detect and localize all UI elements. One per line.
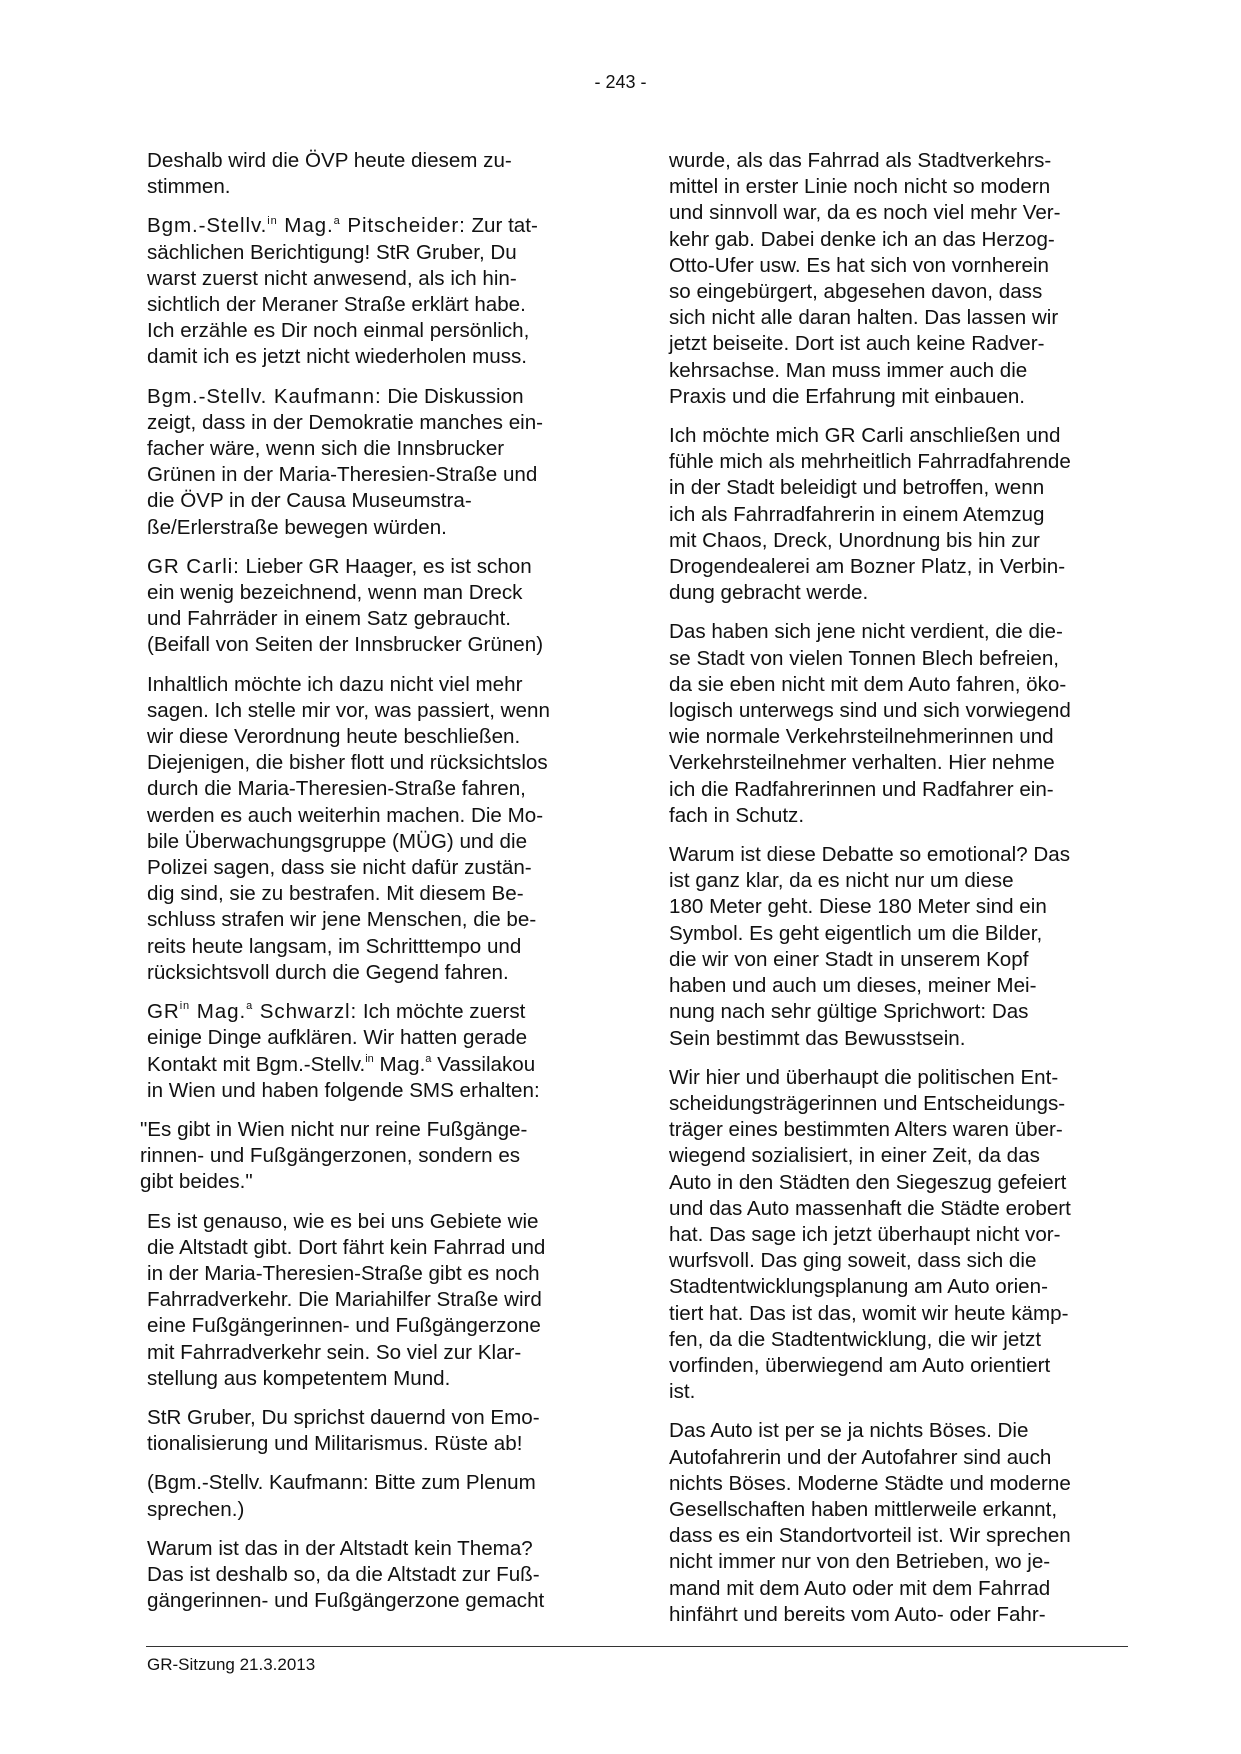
text-line: Das haben sich jene nicht verdient, die die-	[669, 620, 1063, 644]
text-line: ße/Erlerstraße bewegen würden.	[147, 515, 447, 539]
text-line: Warum ist diese Debatte so emotional? Das	[669, 843, 1070, 867]
text-line: die Altstadt gibt. Dort fährt kein Fahrrad und	[147, 1235, 546, 1259]
text-line: gibt beides."	[140, 1170, 253, 1194]
text-line: Bgm.-Stellv.$^{in}$ Mag.$^a$ Pitscheider: Zur tat-	[147, 214, 538, 238]
speaker-name: Bgm.-Stellv. Kaufmann:	[147, 384, 382, 408]
text-line: 180 Meter geht. Diese 180 Meter sind ein	[669, 895, 1047, 919]
text-line: dung gebracht werde.	[669, 581, 869, 605]
text-line: "Es gibt in Wien nicht nur reine Fußgänge-	[140, 1117, 528, 1141]
text-line: Es ist genauso, wie es bei uns Gebiete wie	[147, 1209, 539, 1233]
text-line: Otto-Ufer usw. Es hat sich von vornherein	[669, 253, 1050, 277]
text-line: nung nach sehr gültige Sprichwort: Das	[669, 1000, 1029, 1024]
text-line: damit ich es jetzt nicht wiederholen muss.	[147, 345, 528, 369]
text-line: und Fahrräder in einem Satz gebraucht.	[147, 607, 512, 631]
text-line: Deshalb wird die ÖVP heute diesem zu-	[147, 149, 512, 172]
paragraph	[669, 842, 1129, 1052]
text-line: logisch unterwegs sind und sich vorwiegend	[669, 699, 1071, 723]
text-line: eine Fußgängerinnen- und Fußgängerzone	[147, 1314, 541, 1338]
superscript: a	[425, 1052, 432, 1065]
footer-session-date: GR-Sitzung 21.3.2013	[147, 1655, 316, 1674]
text-line: Kontakt mit Bgm.-Stellv.$^{in}$ Mag.$^a$ Vassilakou	[147, 1052, 536, 1076]
text-line: in der Stadt beleidigt und betroffen, wenn	[669, 476, 1045, 500]
text-line: reits heute langsam, im Schritttempo und	[147, 934, 522, 958]
text-line: Ich erzähle es Dir noch einmal persönlich,	[147, 319, 530, 343]
text-line: rinnen- und Fußgängerzonen, sondern es	[140, 1144, 521, 1168]
text-line: Diejenigen, die bisher flott und rücksichtslos	[147, 751, 548, 775]
text-line: Grünen in der Maria-Theresien-Straße und	[147, 463, 538, 487]
text-line: nicht immer nur von den Betrieben, wo je-	[669, 1550, 1051, 1574]
text-line: tionalisierung und Militarismus. Rüste ab!	[147, 1432, 523, 1456]
paragraph	[147, 1405, 607, 1457]
text-line: mit Chaos, Dreck, Unordnung bis hin zur	[669, 528, 1040, 552]
text-line: bile Überwachungsgruppe (MÜG) und die	[147, 829, 528, 853]
paragraph	[669, 1418, 1129, 1628]
speaker-name: GR Carli:	[147, 554, 240, 578]
text-line: Bgm.-Stellv. Kaufmann: Die Diskussion	[147, 384, 524, 408]
text-line: Gesellschaften haben mittlerweile erkannt,	[669, 1497, 1058, 1521]
speaker-paragraph	[147, 554, 607, 659]
text-line: wurde, als das Fahrrad als Stadtverkehrs-	[669, 149, 1052, 172]
text-line: ein wenig bezeichnend, wenn man Dreck	[147, 581, 523, 605]
text-line: mittel in erster Linie noch nicht so modern	[669, 175, 1051, 199]
text-line: Sein bestimmt das Bewusstsein.	[669, 1026, 966, 1050]
speaker-name: Bgm.-Stellv.$^{in}$ Mag.$^a$ Pitscheider:	[147, 214, 466, 238]
text-line: ist ganz klar, da es nicht nur um diese	[669, 869, 1014, 893]
text-line: Drogendealerei am Bozner Platz, in Verbin-	[669, 555, 1066, 579]
text-line: einige Dinge aufklären. Wir hatten gerade	[147, 1026, 528, 1050]
text-line: fach in Schutz.	[669, 803, 805, 827]
text-line: wurfsvoll. Das ging soweit, dass sich die	[669, 1249, 1037, 1273]
text-line: Inhaltlich möchte ich dazu nicht viel mehr	[147, 672, 523, 696]
paragraph	[669, 148, 1129, 410]
text-line: Praxis und die Erfahrung mit einbauen.	[669, 384, 1026, 408]
text-line: scheidungsträgerinnen und Entscheidungs-	[669, 1091, 1066, 1115]
quote-paragraph	[140, 1117, 607, 1196]
text-line: vorfinden, überwiegend am Auto orientiert	[669, 1353, 1051, 1377]
footer-divider	[146, 1646, 1128, 1647]
text-line: stimmen.	[147, 175, 231, 199]
text-line: und das Auto massenhaft die Städte erobert	[669, 1196, 1071, 1220]
text-line: durch die Maria-Theresien-Straße fahren,	[147, 777, 526, 801]
text-line: Ich möchte mich GR Carli anschließen und	[669, 424, 1061, 448]
superscript: in	[179, 1000, 191, 1013]
text-line: in der Maria-Theresien-Straße gibt es noch	[147, 1261, 540, 1285]
text-line: wie normale Verkehrsteilnehmerinnen und	[669, 725, 1054, 749]
text-line: wiegend sozialisiert, in einer Zeit, da das	[669, 1144, 1040, 1168]
text-line: dig sind, sie zu bestrafen. Mit diesem Be-	[147, 882, 524, 906]
speaker-paragraph	[147, 213, 607, 370]
text-line: Das Auto ist per se ja nichts Böses. Die	[669, 1419, 1029, 1443]
speaker-paragraph	[147, 999, 607, 1104]
text-line: tiert hat. Das ist das, womit wir heute kämp-	[669, 1301, 1069, 1325]
text-line: ich als Fahrradfahrerin in einem Atemzug	[669, 502, 1045, 526]
speaker-paragraph	[147, 384, 607, 541]
text-line: sichtlich der Meraner Straße erklärt habe.	[147, 293, 526, 317]
paragraph	[669, 423, 1129, 606]
paragraph	[147, 1536, 607, 1615]
text-line: Auto in den Städten den Siegeszug gefeiert	[669, 1170, 1067, 1194]
text-line: StR Gruber, Du sprichst dauernd von Emo-	[147, 1405, 540, 1429]
text-line: Autofahrerin und der Autofahrer sind auch	[669, 1445, 1052, 1469]
text-line: kehrsachse. Man muss immer auch die	[669, 358, 1028, 382]
right-column	[669, 148, 1129, 1641]
text-line: sprechen.)	[147, 1497, 245, 1521]
text-line: GR Carli: Lieber GR Haager, es ist schon	[147, 554, 532, 578]
superscript: in	[365, 1052, 374, 1065]
speaker-name: $GR^{in}$ Mag.$^a$ Schwarzl:	[147, 1000, 358, 1024]
text-line: Wir hier und überhaupt die politischen Ent-	[669, 1065, 1059, 1089]
text-line: stellung aus kompetentem Mund.	[147, 1366, 451, 1390]
text-line: sich nicht alle daran halten. Das lassen wir	[669, 306, 1059, 330]
text-line: Polizei sagen, dass sie nicht dafür zustän-	[147, 856, 532, 880]
text-line: mand mit dem Auto oder mit dem Fahrrad	[669, 1576, 1051, 1600]
text-line: Symbol. Es geht eigentlich um die Bilder,	[669, 921, 1043, 945]
paragraph	[669, 1065, 1129, 1406]
text-line: warst zuerst nicht anwesend, als ich hin-	[147, 266, 517, 290]
text-line: Verkehrsteilnehmer verhalten. Hier nehme	[669, 751, 1055, 775]
text-line: Das ist deshalb so, da die Altstadt zur Fuß-	[147, 1562, 540, 1586]
paragraph	[147, 148, 607, 200]
text-line: gängerinnen- und Fußgängerzone gemacht	[147, 1589, 545, 1613]
text-line: nichts Böses. Moderne Städte und moderne	[669, 1471, 1071, 1495]
text-line: se Stadt von vielen Tonnen Blech befreien,	[669, 646, 1060, 670]
text-line: Warum ist das in der Altstadt kein Thema?	[147, 1536, 533, 1560]
text-line: $GR^{in}$ Mag.$^a$ Schwarzl: Ich möchte zuerst	[147, 1000, 526, 1024]
page-number: - 243 -	[594, 72, 647, 92]
text-line: zeigt, dass in der Demokratie manches ein-	[147, 410, 544, 434]
text-line: schluss strafen wir jene Menschen, die be-	[147, 908, 537, 932]
paragraph	[147, 1209, 607, 1392]
text-line: fühle mich als mehrheitlich Fahrradfahrende	[669, 450, 1071, 474]
text-line: ist.	[669, 1380, 696, 1404]
text-line: rücksichtsvoll durch die Gegend fahren.	[147, 960, 509, 984]
text-line: (Bgm.-Stellv. Kaufmann: Bitte zum Plenum	[147, 1471, 536, 1495]
text-line: fen, da die Stadtentwicklung, die wir jetzt	[669, 1327, 1042, 1351]
superscript: a	[246, 1000, 254, 1013]
text-line: (Beifall von Seiten der Innsbrucker Grünen)	[147, 633, 544, 657]
superscript: in	[267, 214, 278, 227]
text-line: träger eines bestimmten Alters waren über-	[669, 1118, 1063, 1142]
left-column	[140, 148, 607, 1627]
text-line: dass es ein Standortvorteil ist. Wir sprechen	[669, 1524, 1071, 1548]
text-line: kehr gab. Dabei denke ich an das Herzog-	[669, 227, 1055, 251]
text-line: haben und auch um dieses, meiner Mei-	[669, 974, 1037, 998]
text-line: sächlichen Berichtigung! StR Gruber, Du	[147, 240, 517, 264]
text-line: die wir von einer Stadt in unserem Kopf	[669, 947, 1029, 971]
text-line: wir diese Verordnung heute beschließen.	[147, 725, 521, 749]
text-line: sagen. Ich stelle mir vor, was passiert, wenn	[147, 698, 550, 722]
paragraph	[147, 672, 607, 986]
text-line: und sinnvoll war, da es noch viel mehr Ver-	[669, 201, 1061, 225]
text-line: hat. Das sage ich jetzt überhaupt nicht vor-	[669, 1222, 1061, 1246]
text-line: facher wäre, wenn sich die Innsbrucker	[147, 437, 505, 461]
text-line: da sie eben nicht mit dem Auto fahren, öko-	[669, 672, 1067, 696]
text-line: hinfährt und bereits vom Auto- oder Fahr-	[669, 1602, 1046, 1626]
superscript: a	[333, 214, 341, 227]
text-line: so eingebürgert, abgesehen davon, dass	[669, 280, 1043, 304]
paragraph	[669, 619, 1129, 829]
text-line: mit Fahrradverkehr sein. So viel zur Klar-	[147, 1340, 522, 1364]
text-line: Stadtentwicklungsplanung am Auto orien-	[669, 1275, 1048, 1299]
text-line: die ÖVP in der Causa Museumstra-	[147, 489, 472, 513]
text-line: werden es auch weiterhin machen. Die Mo-	[147, 803, 544, 827]
text-line: Fahrradverkehr. Die Mariahilfer Straße wird	[147, 1288, 542, 1312]
text-line: in Wien und haben folgende SMS erhalten:	[147, 1078, 540, 1102]
text-line: jetzt beiseite. Dort ist auch keine Radver-	[669, 332, 1045, 356]
paragraph	[147, 1470, 607, 1522]
text-line: ich die Radfahrerinnen und Radfahrer ein-	[669, 777, 1054, 801]
